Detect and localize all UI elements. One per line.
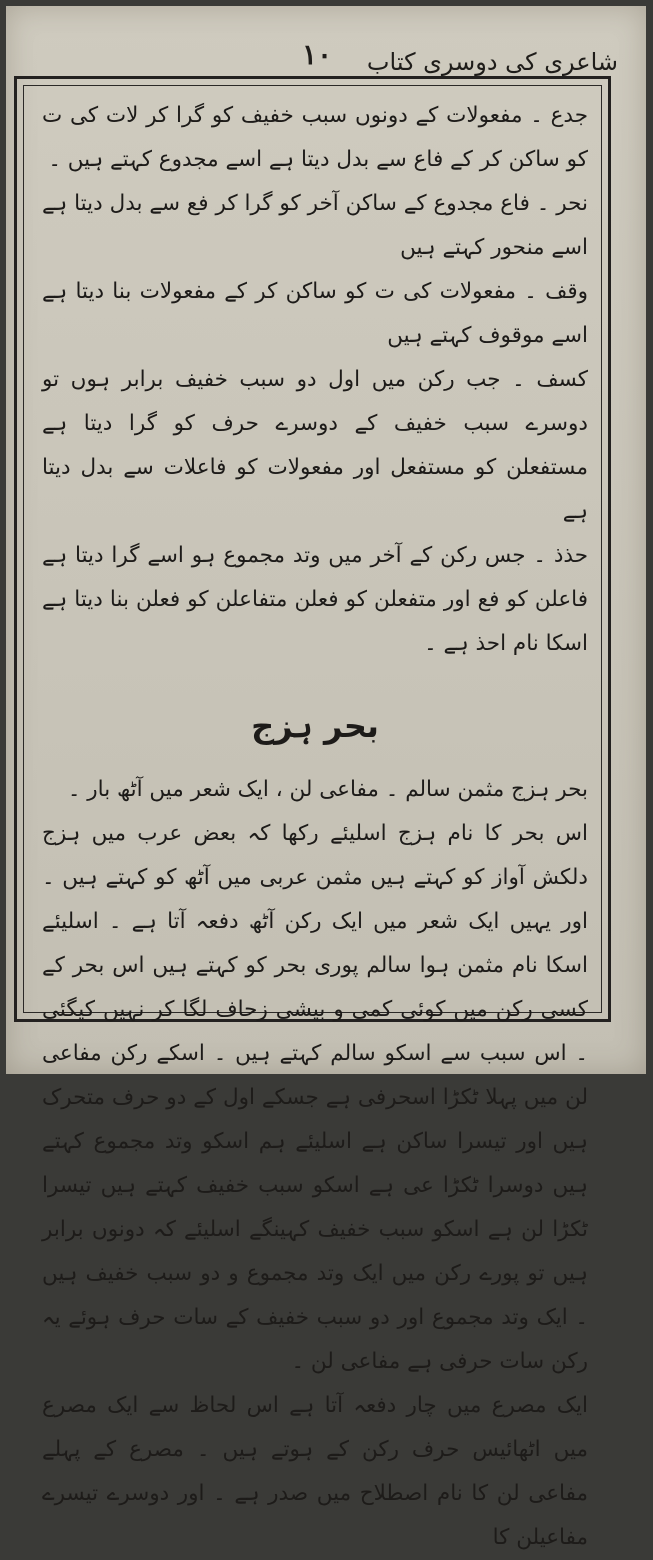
paragraph-kasf: کسف ۔ جب رکن میں اول دو سبب خفیف برابر ہوں تو دوسرے سبب خفیف کے دوسرے حرف کو گرا دیتا ہے مستفعلن کو مستفعل اور مفعولات کو فاعلات سے بدل دیتا ہے	[42, 367, 588, 524]
page-number: ۱۰	[302, 38, 333, 71]
text-border-outer	[14, 76, 611, 1550]
paragraph-waqf: وقف ۔ مفعولات کی ت کو ساکن کر کے مفعولات بنا دیتا ہے اسے موقوف کہتے ہیں	[42, 279, 588, 348]
page-header	[6, 6, 646, 76]
paragraph-meter-definition: بحر ہزج مثمن سالم ۔ مفاعی لن ، ایک شعر میں آٹھ بار ۔	[67, 777, 588, 802]
paragraph-misra: ایک مصرع میں چار دفعہ آتا ہے اس لحاظ سے ایک مصرع میں اٹھائیس حرف رکن کے ہوتے ہیں ۔ مصرع کے پہلے مفاعی لن کا نام اصطلاح میں صدر ہے ۔ اور دوسرے تیسرے مفاعیلن کا	[42, 1393, 588, 1550]
page-body	[42, 94, 588, 1550]
text-border-inner	[23, 85, 602, 1550]
paragraph-hazaz: حذذ ۔ جس رکن کے آخر میں وتد مجموع ہو اسے گرا دیتا ہے فاعلن کو فع اور متفعلن کو فعلن متفاعلن کو فعلن بنا دیتا ہے اسکا نام احذ ہے ۔	[42, 543, 588, 656]
book-title: شاعری کی دوسری کتاب	[366, 48, 618, 76]
paragraph-nahr: نحر ۔ فاع مجدوع کے ساکن آخر کو گرا کر فع سے بدل دیتا ہے اسے منحور کہتے ہیں	[42, 191, 588, 260]
paragraph-jada: جدع ۔ مفعولات کے دونوں سبب خفیف کو گرا کر لات کی ت کو ساکن کر کے فاع سے بدل دیتا ہے اسے مجدوع کہتے ہیں ۔	[42, 103, 588, 172]
book-page	[6, 6, 646, 1550]
section-heading: بحر ہزج	[251, 707, 379, 745]
paragraph-meter-explanation: اس بحر کا نام ہزج اسلیئے رکھا کہ بعض عرب میں ہزج دلکش آواز کو کہتے ہیں مثمن عربی میں آٹھ کو کہتے ہیں ۔ اور یہیں ایک شعر میں ایک رکن آٹھ دفعہ آتا ہے ۔ اسلیئے اسکا نام مثمن ہوا سالم پوری بحر کو کہتے ہیں اس بحر کے کسی رکن میں کوئی کمی و بیشی زحاف لگا کر نہیں کیگئی ۔ اس سبب سے اسکو سالم کہتے ہیں ۔ اسکے رکن مفاعی لن میں پہلا ٹکڑا اسحرفی ہے جسکے اول کے دو حرف متحرک ہیں اور تیسرا ساکن ہے اسلیئے ہم اسکو وتد مجموع کہتے ہیں دوسرا ٹکڑا عی ہے اسکو سبب خفیف کہتے ہیں تیسرا ٹکڑا لن ہے اسکو سبب خفیف کہینگے اسلیئے کہ دونوں برابر ہیں تو پورے رکن میں ایک وتد مجموع و دو سبب خفیف ہیں ۔ ایک وتد مجموع اور دو سبب خفیف کے سات حرف ہوئے یہ رکن سات حرفی ہے مفاعی لن ۔	[42, 821, 588, 1374]
